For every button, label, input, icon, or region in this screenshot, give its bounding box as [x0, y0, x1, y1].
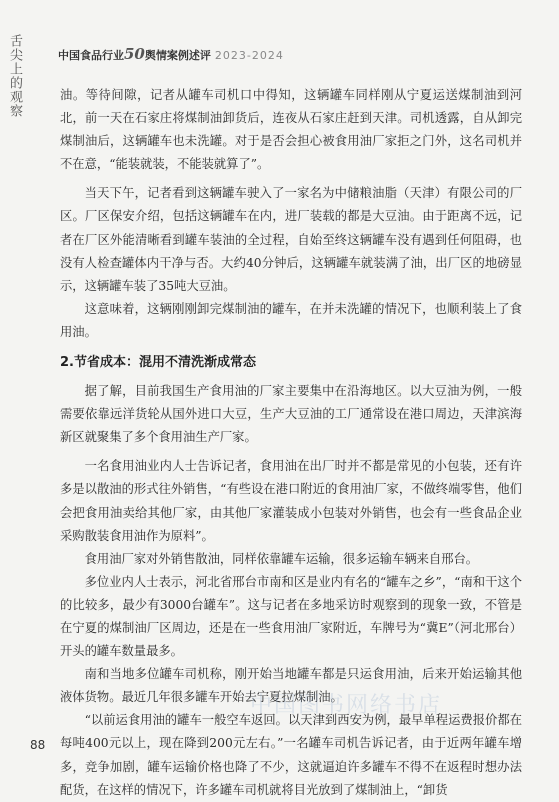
paragraph: 据了解，目前我国生产食用油的厂家主要集中在沿海地区。以大豆油为例，一般需要依靠远洋货轮从国外进口大豆，生产大豆油的工厂通常设在港口周边，天津滨海新区就聚集了多个食用油生产厂家。	[60, 384, 522, 445]
paragraph: 这意味着，这辆刚刚卸完煤制油的罐车，在并未洗罐的情况下，也顺利装上了食用油。	[60, 301, 522, 339]
header-year: 2023-2024	[214, 49, 284, 62]
paragraph: “以前运食用油的罐车一般空车返回。以天津到西安为例，最早单程运费报价都在每吨400元以上，现在降到200元左右。”一名罐车司机告诉记者，由于近两年罐车增多，竞争加剧，罐车运输价格也降了不少，这就逼迫许多罐车不得不在返程时想办法配货，在这样的情况下，许多罐车司机就将目光放到了煤制油上，“卸货	[60, 713, 522, 797]
side-title: 舌尖上的观察	[7, 34, 22, 118]
running-header	[58, 45, 284, 63]
header-number: 50	[124, 45, 145, 63]
watermark: 中国图书网络书店	[250, 693, 443, 718]
header-prefix: 中国食品行业	[58, 49, 124, 62]
paragraph: 食用油厂家对外销售散油，同样依靠罐车运输，很多运输车辆来自邢台。	[84, 551, 479, 566]
header-suffix: 舆情案例述评	[144, 49, 211, 62]
paragraph: 多位业内人士表示，河北省邢台市南和区是业内有名的“罐车之乡”，“南和干这个的比较多，最少有3000台罐车”。这与记者在多地采访时观察到的现象一致，不管是在宁夏的煤制油厂区周边，还是在一些食用油厂家附近，车牌号为“冀E”（河北邢台）开头的罐车数量最多。	[60, 574, 522, 659]
paragraph: 油。等待间隙，记者从罐车司机口中得知，这辆罐车同样刚从宁夏运送煤制油到河北，前一天在石家庄将煤制油卸货后，连夜从石家庄赶到天津。司机透露，自从卸完煤制油后，这辆罐车也未洗罐。对于是否会担心被食用油厂家拒之门外，这名司机并不在意，“能装就装，不能装就算了”。	[60, 88, 522, 172]
paragraph: 一名食用油业内人士告诉记者，食用油在出厂时并不都是常见的小包装，还有许多是以散油的形式往外销售，“有些设在港口附近的食用油厂家，不做终端零售，他们会把食用油卖给其他厂家，由其他厂家灌装成小包装对外销售，也会有一些食品企业采购散装食用油作为原料”。	[60, 459, 522, 543]
paragraph: 南和当地多位罐车司机称，刚开始当地罐车都是只运食用油，后来开始运输其他液体货物。最近几年很多罐车开始去宁夏拉煤制油。	[60, 667, 522, 705]
section-heading: 2.节省成本：混用不清洗渐成常态	[60, 355, 256, 371]
page-body	[60, 84, 522, 802]
paragraph: 当天下午，记者看到这辆罐车驶入了一家名为中储粮油脂（天津）有限公司的厂区。厂区保安介绍，包括这辆罐车在内，进厂装载的都是大豆油。由于距离不远，记者在厂区外能清晰看到罐车装油的全过程，自始至终这辆罐车没有遇到任何阻碍，也没有人检查罐体内干净与否。大约40分钟后，这辆罐车就装满了油，出厂区的地磅显示，这辆罐车装了35吨大豆油。	[60, 186, 522, 293]
page-number: 88	[30, 738, 46, 752]
